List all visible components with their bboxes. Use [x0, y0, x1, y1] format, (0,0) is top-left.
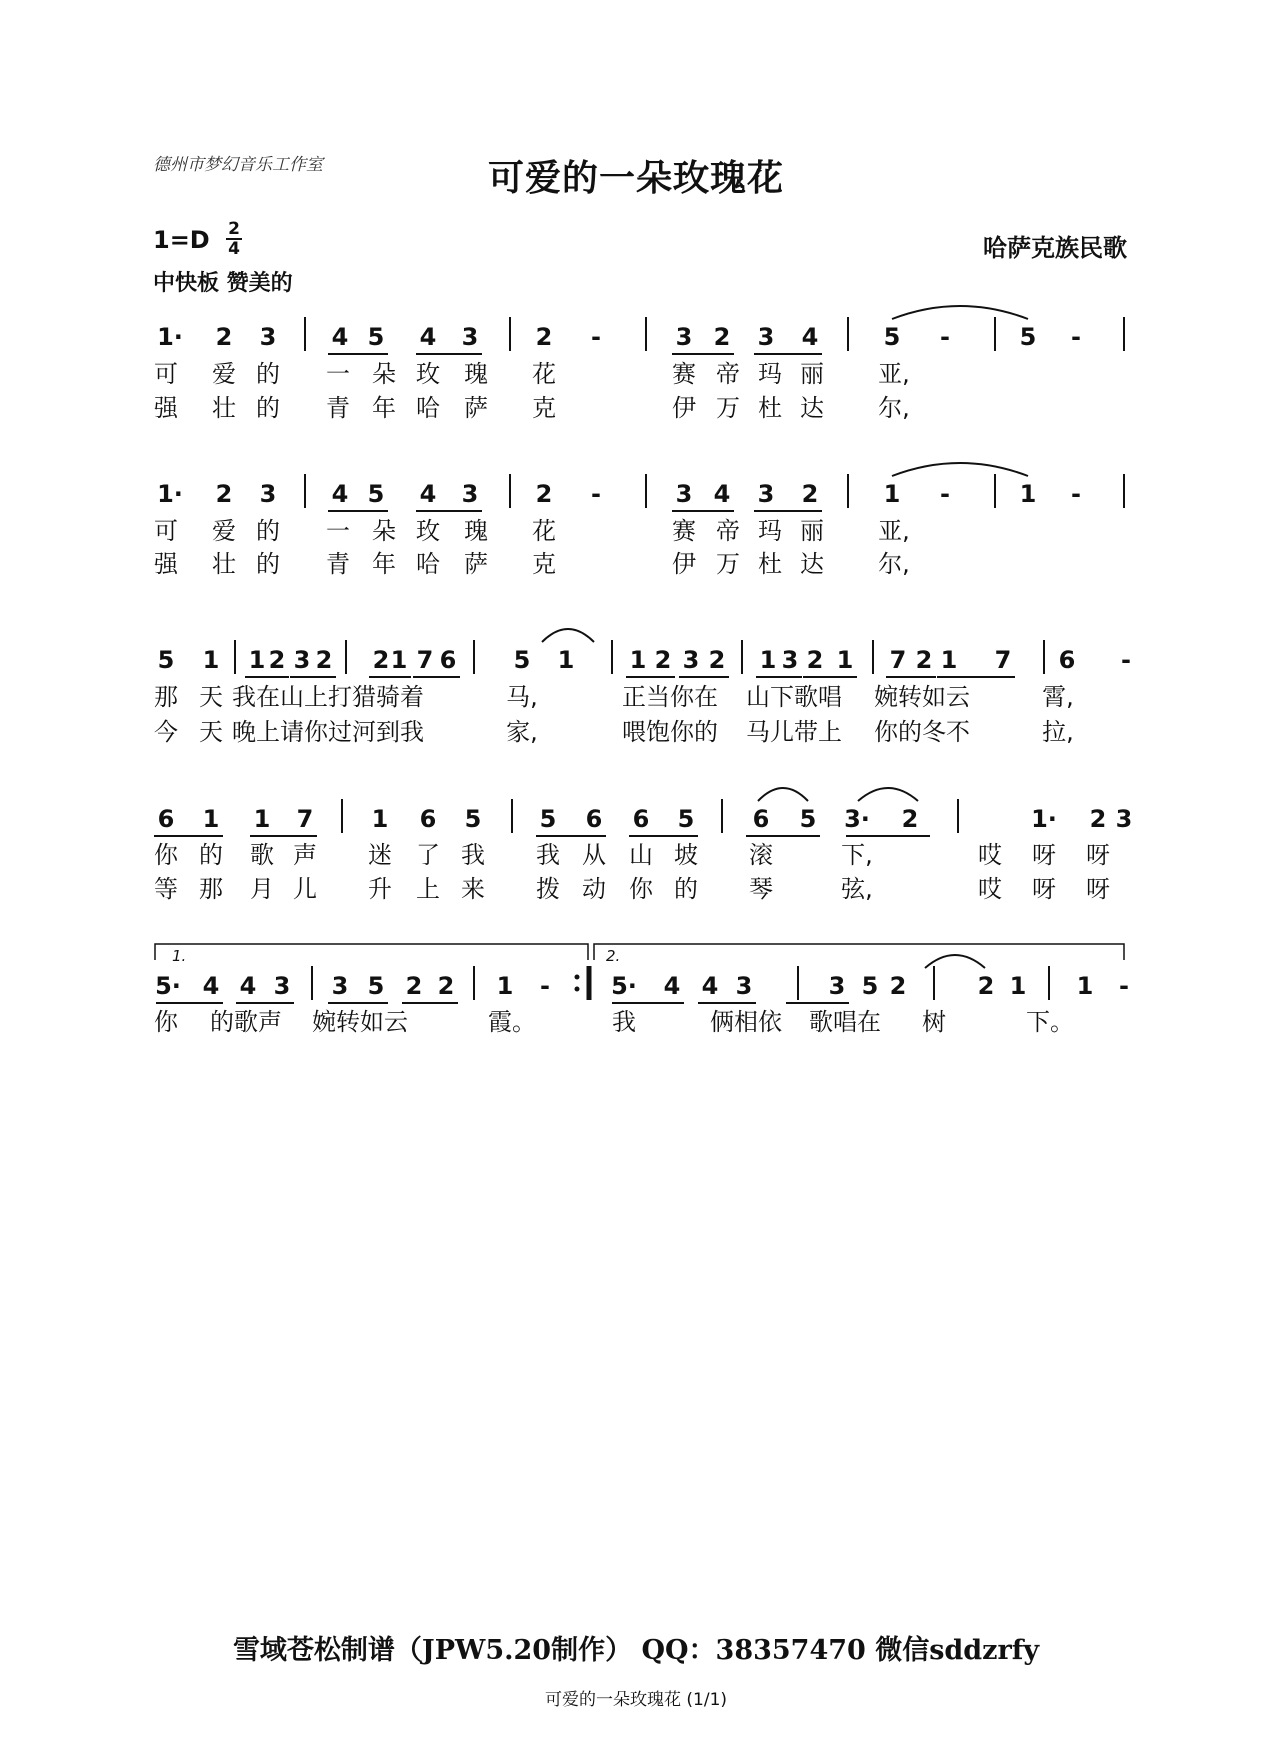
lyric-verse-1: 的 [199, 841, 223, 869]
lyric-verse-2: 今 [154, 718, 178, 746]
lyric-verse-1: 呀 [1032, 841, 1056, 869]
footer-credit: 雪域苍松制谱（JPW5.20制作） QQ：38357470 微信sddzrfy [232, 1635, 1040, 1666]
lyric-verse-1: 丽 [800, 360, 824, 388]
note: 1 [759, 646, 777, 674]
lyric-verse-1: 爱 [212, 517, 236, 545]
lyric-verse-2: 月 [250, 875, 274, 903]
note: - [940, 323, 950, 351]
lyric-verse-1: 的 [256, 517, 280, 545]
lyric-verse-2: 伊 [672, 550, 696, 578]
note: 6 [157, 805, 175, 833]
lyric-verse-1: 赛 [672, 517, 696, 545]
lyric-verse-2: 晚上请你 [232, 718, 328, 746]
lyric-verse-1: 婉转如云 [312, 1008, 408, 1036]
footer-page-label: 可爱的一朵玫瑰花 (1/1) [544, 1690, 728, 1710]
slur [892, 463, 1028, 476]
note: 2 [372, 646, 390, 674]
note: 2 [801, 480, 819, 508]
note: 2 [713, 323, 731, 351]
lyric-verse-1: 一 [326, 517, 350, 545]
lyric-verse-2: 喂饱你的 [622, 718, 718, 746]
lyric-verse-2: 壮 [212, 550, 236, 578]
lyric-verse-1: 可 [154, 360, 178, 388]
note: 3 [461, 480, 479, 508]
note: 2 [806, 646, 824, 674]
lyric-verse-1: 丽 [800, 517, 824, 545]
lyric-verse-2: 年 [372, 550, 396, 578]
lyric-verse-1: 打猎骑着 [328, 683, 424, 711]
note: 3 [675, 480, 693, 508]
note: 5 [539, 805, 557, 833]
lyric-verse-2: 万 [716, 550, 740, 578]
key-signature: 1=D [153, 226, 210, 254]
note: 1 [836, 646, 854, 674]
lyric-verse-1: 下。 [1026, 1008, 1074, 1036]
lyric-verse-2: 你 [629, 875, 653, 903]
lyric-verse-1: 玫 [416, 517, 440, 545]
lyric-verse-2: 伊 [672, 394, 696, 422]
note: 5 [883, 323, 901, 351]
note: 1 [1076, 972, 1094, 1000]
time-numerator: 2 [226, 220, 242, 240]
lyric-verse-1: 花 [532, 517, 556, 545]
note: 7 [296, 805, 314, 833]
volta-2-label: 2. [606, 947, 621, 965]
lyric-verse-2: 萨 [464, 550, 488, 578]
volta-1-label: 1. [172, 947, 187, 965]
lyric-verse-2: 萨 [464, 394, 488, 422]
note: 1 [202, 646, 220, 674]
lyric-verse-1: 歌 [250, 841, 274, 869]
note: 3 [461, 323, 479, 351]
lyric-verse-1: 坡 [674, 841, 698, 869]
note: 2 [1089, 805, 1107, 833]
lyric-verse-1: 瑰 [464, 517, 488, 545]
lyric-verse-2: 过河到我 [328, 718, 424, 746]
lyric-verse-2: 儿 [293, 875, 317, 903]
note: 3 [259, 480, 277, 508]
lyric-verse-1: 瑰 [464, 360, 488, 388]
lyric-verse-1: 朵 [372, 360, 396, 388]
note: 4 [331, 480, 349, 508]
note: 6 [419, 805, 437, 833]
lyric-verse-2: 尔, [878, 394, 910, 422]
lyric-verse-1: 爱 [212, 360, 236, 388]
note: 4 [239, 972, 257, 1000]
note: 1 [557, 646, 575, 674]
note: 1 [629, 646, 647, 674]
note: 1 [390, 646, 408, 674]
lyric-verse-1: 正当你在 [622, 683, 718, 711]
song-title: 可爱的一朵玫瑰花 [487, 158, 784, 199]
lyric-verse-1: 的歌声 [210, 1008, 282, 1036]
note: 2 [315, 646, 333, 674]
note: 3 [1115, 805, 1133, 833]
note: 2 [915, 646, 933, 674]
composer: 哈萨克族民歌 [983, 233, 1127, 262]
note: 1 [883, 480, 901, 508]
lyric-verse-1: 帝 [716, 517, 740, 545]
lyric-verse-1: 婉转如云 [874, 683, 970, 711]
note: 3 [828, 972, 846, 1000]
lyric-verse-1: 霞。 [488, 1008, 536, 1036]
lyric-verse-2: 强 [154, 550, 178, 578]
lyric-verse-2: 等 [154, 875, 178, 903]
note: 2 [708, 646, 726, 674]
lyric-verse-1: 我在山上 [232, 683, 328, 711]
note: 4 [801, 323, 819, 351]
volta-2-bracket [594, 944, 1124, 960]
lyric-verse-1: 花 [532, 360, 556, 388]
note: 4 [713, 480, 731, 508]
lyric-verse-2: 呀 [1032, 875, 1056, 903]
note: - [1119, 972, 1129, 1000]
note: 3 [781, 646, 799, 674]
lyric-verse-2: 天 [199, 718, 223, 746]
note: 3 [273, 972, 291, 1000]
lyric-verse-1: 马, [506, 683, 538, 711]
note: 1 [940, 646, 958, 674]
note: 6 [585, 805, 603, 833]
note: - [1071, 480, 1081, 508]
lyric-verse-2: 家, [506, 718, 538, 746]
lyric-verse-1: 树 [922, 1008, 946, 1036]
lyric-verse-2: 青 [326, 550, 350, 578]
repeat-dot [575, 975, 580, 980]
slur [758, 788, 808, 801]
note: 1 [248, 646, 266, 674]
note: 4 [701, 972, 719, 1000]
lyric-verse-2: 哈 [416, 550, 440, 578]
lyric-verse-2: 杜 [758, 550, 782, 578]
note: - [540, 972, 550, 1000]
note: - [1071, 323, 1081, 351]
lyric-verse-1: 山 [629, 841, 653, 869]
lyric-verse-1: 了 [416, 841, 440, 869]
note: 5 [367, 972, 385, 1000]
lyric-verse-2: 哎 [978, 875, 1002, 903]
note: 2 [901, 805, 919, 833]
note: 4 [202, 972, 220, 1000]
lyric-verse-1: 玛 [758, 360, 782, 388]
note: 5 [799, 805, 817, 833]
lyric-verse-1: 滚 [749, 841, 773, 869]
note: 1 [1019, 480, 1037, 508]
slur [858, 788, 918, 801]
lyric-verse-2: 克 [532, 550, 556, 578]
lyric-verse-1: 我 [612, 1008, 636, 1036]
lyric-verse-2: 你的冬不 [874, 718, 970, 746]
lyric-verse-1: 亚, [878, 360, 910, 388]
note: 1 [253, 805, 271, 833]
note: 2 [889, 972, 907, 1000]
note: 6 [439, 646, 457, 674]
lyric-verse-2: 哈 [416, 394, 440, 422]
lyric-verse-1: 那 [154, 683, 178, 711]
lyric-verse-2: 马儿带上 [746, 718, 842, 746]
lyric-verse-2: 青 [326, 394, 350, 422]
lyric-verse-1: 歌唱在 [809, 1008, 881, 1036]
note: 3 [757, 323, 775, 351]
time-denominator: 4 [228, 239, 240, 259]
lyric-verse-1: 哎 [978, 841, 1002, 869]
lyric-verse-1: 一 [326, 360, 350, 388]
note: 2 [654, 646, 672, 674]
note: 5· [611, 972, 637, 1000]
note: 7 [889, 646, 907, 674]
lyric-verse-1: 朵 [372, 517, 396, 545]
note: 5 [513, 646, 531, 674]
note: 6 [752, 805, 770, 833]
note: 6 [632, 805, 650, 833]
note: 3 [682, 646, 700, 674]
note: 3 [293, 646, 311, 674]
lyric-verse-2: 拉, [1042, 718, 1074, 746]
note: 2 [977, 972, 995, 1000]
lyric-verse-1: 玛 [758, 517, 782, 545]
lyric-verse-1: 赛 [672, 360, 696, 388]
slur [542, 629, 594, 642]
lyric-verse-2: 那 [199, 875, 223, 903]
lyric-verse-1: 下, [841, 841, 873, 869]
repeat-dot [575, 987, 580, 992]
note: 5· [155, 972, 181, 1000]
lyric-verse-1: 玫 [416, 360, 440, 388]
note: - [940, 480, 950, 508]
lyric-verse-2: 来 [461, 875, 485, 903]
note: 3 [331, 972, 349, 1000]
lyric-verse-1: 的 [256, 360, 280, 388]
note: 1· [157, 480, 183, 508]
note: 1 [202, 805, 220, 833]
note: 5 [157, 646, 175, 674]
lyric-verse-2: 的 [256, 394, 280, 422]
lyric-verse-1: 天 [199, 683, 223, 711]
lyric-verse-2: 壮 [212, 394, 236, 422]
note: 3 [675, 323, 693, 351]
lyric-verse-1: 迷 [368, 841, 392, 869]
lyric-verse-2: 达 [800, 550, 824, 578]
note: 2 [405, 972, 423, 1000]
lyric-verse-1: 你 [154, 1008, 178, 1036]
note: 6 [1058, 646, 1076, 674]
lyric-verse-2: 的 [256, 550, 280, 578]
tempo-marking: 中快板 赞美的 [153, 271, 293, 296]
note: 7 [416, 646, 434, 674]
note: 2 [535, 323, 553, 351]
note: 1· [157, 323, 183, 351]
note: 5 [464, 805, 482, 833]
slur [892, 306, 1028, 319]
lyric-verse-2: 万 [716, 394, 740, 422]
note: 5 [861, 972, 879, 1000]
note: - [591, 480, 601, 508]
lyric-verse-2: 年 [372, 394, 396, 422]
lyric-verse-1: 帝 [716, 360, 740, 388]
lyric-verse-2: 拨 [536, 875, 560, 903]
lyric-verse-2: 杜 [758, 394, 782, 422]
note: 4 [663, 972, 681, 1000]
lyric-verse-1: 我 [536, 841, 560, 869]
lyric-verse-2: 克 [532, 394, 556, 422]
note: 2 [215, 480, 233, 508]
note: 4 [331, 323, 349, 351]
lyric-verse-2: 呀 [1086, 875, 1110, 903]
note: 2 [535, 480, 553, 508]
studio-name: 德州市梦幻音乐工作室 [153, 155, 323, 175]
note: 5 [367, 323, 385, 351]
lyric-verse-1: 从 [582, 841, 606, 869]
lyric-verse-2: 升 [368, 875, 392, 903]
lyric-verse-1: 声 [293, 841, 317, 869]
note: 5 [1019, 323, 1037, 351]
note: 3 [757, 480, 775, 508]
lyric-verse-1: 我 [461, 841, 485, 869]
note: 3 [259, 323, 277, 351]
lyric-verse-2: 尔, [878, 550, 910, 578]
note: 2 [437, 972, 455, 1000]
note: 7 [994, 646, 1012, 674]
note: 4 [419, 480, 437, 508]
lyric-verse-1: 山下歌唱 [746, 683, 842, 711]
note: 5 [677, 805, 695, 833]
note: 1 [371, 805, 389, 833]
lyric-verse-1: 可 [154, 517, 178, 545]
note: 4 [419, 323, 437, 351]
lyric-verse-1: 霄, [1042, 683, 1074, 711]
lyric-verse-2: 的 [674, 875, 698, 903]
note: 2 [215, 323, 233, 351]
lyric-verse-2: 达 [800, 394, 824, 422]
lyric-verse-2: 弦, [841, 875, 873, 903]
note: 1· [1031, 805, 1057, 833]
note: 3 [735, 972, 753, 1000]
lyric-verse-2: 强 [154, 394, 178, 422]
note: 2 [268, 646, 286, 674]
lyric-verse-2: 动 [582, 875, 606, 903]
note: - [1121, 646, 1131, 674]
note: 1 [496, 972, 514, 1000]
note: - [591, 323, 601, 351]
lyric-verse-1: 呀 [1086, 841, 1110, 869]
note: 3· [844, 805, 870, 833]
lyric-verse-1: 你 [154, 841, 178, 869]
lyric-verse-1: 亚, [878, 517, 910, 545]
lyric-verse-1: 俩相依 [710, 1008, 782, 1036]
volta-1-bracket [155, 944, 588, 960]
lyric-verse-2: 琴 [749, 875, 773, 903]
note: 5 [367, 480, 385, 508]
note: 1 [1009, 972, 1027, 1000]
lyric-verse-2: 上 [416, 875, 440, 903]
